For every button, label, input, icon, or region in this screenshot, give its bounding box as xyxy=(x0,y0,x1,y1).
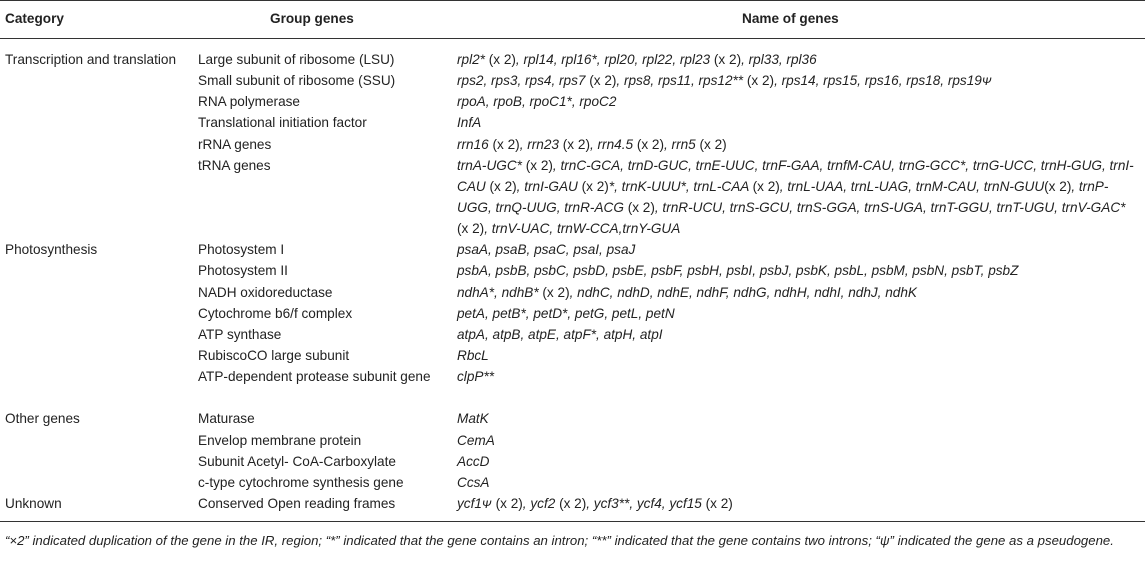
group-cell: Large subunit of ribosome (LSU) xyxy=(198,52,395,67)
genes-cell: atpA, atpB, atpE, atpF*, atpH, atpI xyxy=(457,326,663,342)
duplication-mark: (x 2) xyxy=(562,136,590,152)
genes-cell: ycf1ᴪ (x 2), ycf2 (x 2), ycf3**, ycf4, ycf15 (x 2) xyxy=(457,496,733,511)
duplication-mark: (x 2) xyxy=(636,136,664,152)
group-cell: c-type cytochrome synthesis gene xyxy=(198,474,404,490)
group-cell: Envelop membrane protein xyxy=(198,432,362,448)
group-cell: tRNA genes xyxy=(198,157,271,173)
duplication-mark: (x 2) xyxy=(752,178,780,194)
category-cell: Unknown xyxy=(5,496,62,511)
duplication-mark: (x 2) xyxy=(492,136,520,152)
category-cell: Transcription and translation xyxy=(5,52,177,67)
duplication-mark: (x 2) xyxy=(713,52,742,67)
category-cell: Photosynthesis xyxy=(5,242,98,258)
table-row xyxy=(0,134,1145,155)
duplication-mark: (x 2) xyxy=(542,284,570,300)
genes-cell: psaA, psaB, psaC, psaI, psaJ xyxy=(457,242,636,258)
genes-cell: InfA xyxy=(457,115,482,131)
duplication-mark: (x 2) xyxy=(1044,178,1072,194)
table-row xyxy=(0,239,1145,260)
table-row xyxy=(0,493,1145,514)
table-row xyxy=(0,472,1145,493)
table-row xyxy=(0,303,1145,324)
genes-cell: AccD xyxy=(457,453,490,469)
group-cell: rRNA genes xyxy=(198,136,272,152)
table-row xyxy=(0,91,1145,112)
table-body xyxy=(0,49,1145,514)
group-cell: Conserved Open reading frames xyxy=(198,496,396,511)
group-cell: ATP-dependent protease subunit gene xyxy=(198,369,431,385)
group-cell: ATP synthase xyxy=(198,326,282,342)
genes-cell: trnA-UGC* (x 2), trnC-GCA, trnD-GUC, trnE-UUC, trnF-GAA, trnfM-CAU, trnG-GCC*, trnG-UCC, trnH-GUG, trnI-CAU (x 2), trnI-GAU (x 2)*, trnK-UUU*, trnL-CAA (x 2), trnL-UAA, trnL-UAG, trnM-CAU, trnN-GUU(x 2), trnP-UGG, trnQ-UUG, trnR-ACG (x 2), trnR-UCU, trnS-GCU, trnS-GGA, trnS-UGA, trnT-GGU, trnT-UGU, trnV-GAC* (x 2), trnV-UAC, trnW-CCA,trnY-GUA xyxy=(457,157,1134,237)
genes-cell: CcsA xyxy=(457,474,490,490)
genes-cell: rps2, rps3, rps4, rps7 (x 2), rps8, rps11, rps12** (x 2), rps14, rps15, rps16, rps18, rps19ᴪ xyxy=(457,73,992,89)
table-row xyxy=(0,155,1145,240)
duplication-mark: (x 2) xyxy=(489,178,517,194)
top-rule xyxy=(0,0,1145,1)
group-cell: Cytochrome b6/f complex xyxy=(198,305,353,321)
genes-cell: RbcL xyxy=(457,348,489,363)
group-cell: RubiscoCO large subunit xyxy=(198,348,350,363)
table-row xyxy=(0,282,1145,303)
table-row xyxy=(0,408,1145,429)
genes-cell: petA, petB*, petD*, petG, petL, petN xyxy=(457,305,675,321)
table-footnote: “×2” indicated duplication of the gene in the IR, region; “*” indicated that the gene contains an intron; “**” indicated that the gene contains two introns; “ψ” indicated the gene as a pseudogene. xyxy=(5,533,1114,548)
group-cell: Translational initiation factor xyxy=(198,115,367,131)
group-cell: RNA polymerase xyxy=(198,94,300,110)
genes-cell: CemA xyxy=(457,432,495,448)
genes-cell: psbA, psbB, psbC, psbD, psbE, psbF, psbH, psbI, psbJ, psbK, psbL, psbM, psbN, psbT, psbZ xyxy=(457,263,1019,279)
header-group-genes: Group genes xyxy=(270,11,354,26)
group-cell: Maturase xyxy=(198,411,255,427)
genes-cell: MatK xyxy=(457,411,489,427)
group-cell: Subunit Acetyl- CoA-Carboxylate xyxy=(198,453,396,469)
header-name-of-genes: Name of genes xyxy=(742,11,839,26)
table-row xyxy=(0,112,1145,133)
table-row xyxy=(0,260,1145,281)
table-row xyxy=(0,430,1145,451)
duplication-mark: (x 2) xyxy=(581,178,609,194)
genes-cell: ndhA*, ndhB* (x 2), ndhC, ndhD, ndhE, ndhF, ndhG, ndhH, ndhI, ndhJ, ndhK xyxy=(457,284,917,300)
duplication-mark: (x 2) xyxy=(705,496,733,511)
group-cell: NADH oxidoreductase xyxy=(198,284,333,300)
duplication-mark: (x 2) xyxy=(457,221,485,237)
table-row xyxy=(0,49,1145,70)
group-cell: Photosystem I xyxy=(198,242,285,258)
duplication-mark: (x 2) xyxy=(699,136,727,152)
category-cell: Other genes xyxy=(5,411,80,427)
table-row xyxy=(0,324,1145,345)
group-cell: Small subunit of ribosome (SSU) xyxy=(198,73,396,89)
duplication-mark: (x 2) xyxy=(488,52,516,67)
table-row xyxy=(0,451,1145,472)
genes-cell: rrn16 (x 2), rrn23 (x 2), rrn4.5 (x 2), rrn5 (x 2) xyxy=(457,136,727,152)
duplication-mark: (x 2) xyxy=(627,200,655,216)
table-row xyxy=(0,366,1145,408)
bottom-rule xyxy=(0,521,1145,522)
duplication-mark: (x 2) xyxy=(495,496,523,511)
duplication-mark: (x 2) xyxy=(525,157,553,173)
group-cell: Photosystem II xyxy=(198,263,288,279)
table-row xyxy=(0,70,1145,91)
duplication-mark: (x 2) xyxy=(746,73,775,89)
header-rule xyxy=(0,38,1145,39)
duplication-mark: (x 2) xyxy=(589,73,617,89)
table-row xyxy=(0,345,1145,366)
genes-cell: rpl2* (x 2), rpl14, rpl16*, rpl20, rpl22, rpl23 (x 2), rpl33, rpl36 xyxy=(457,52,817,67)
header-category: Category xyxy=(5,11,64,26)
genes-cell: rpoA, rpoB, rpoC1*, rpoC2 xyxy=(457,94,617,110)
duplication-mark: (x 2) xyxy=(559,496,587,511)
genes-cell: clpP** xyxy=(457,369,495,385)
